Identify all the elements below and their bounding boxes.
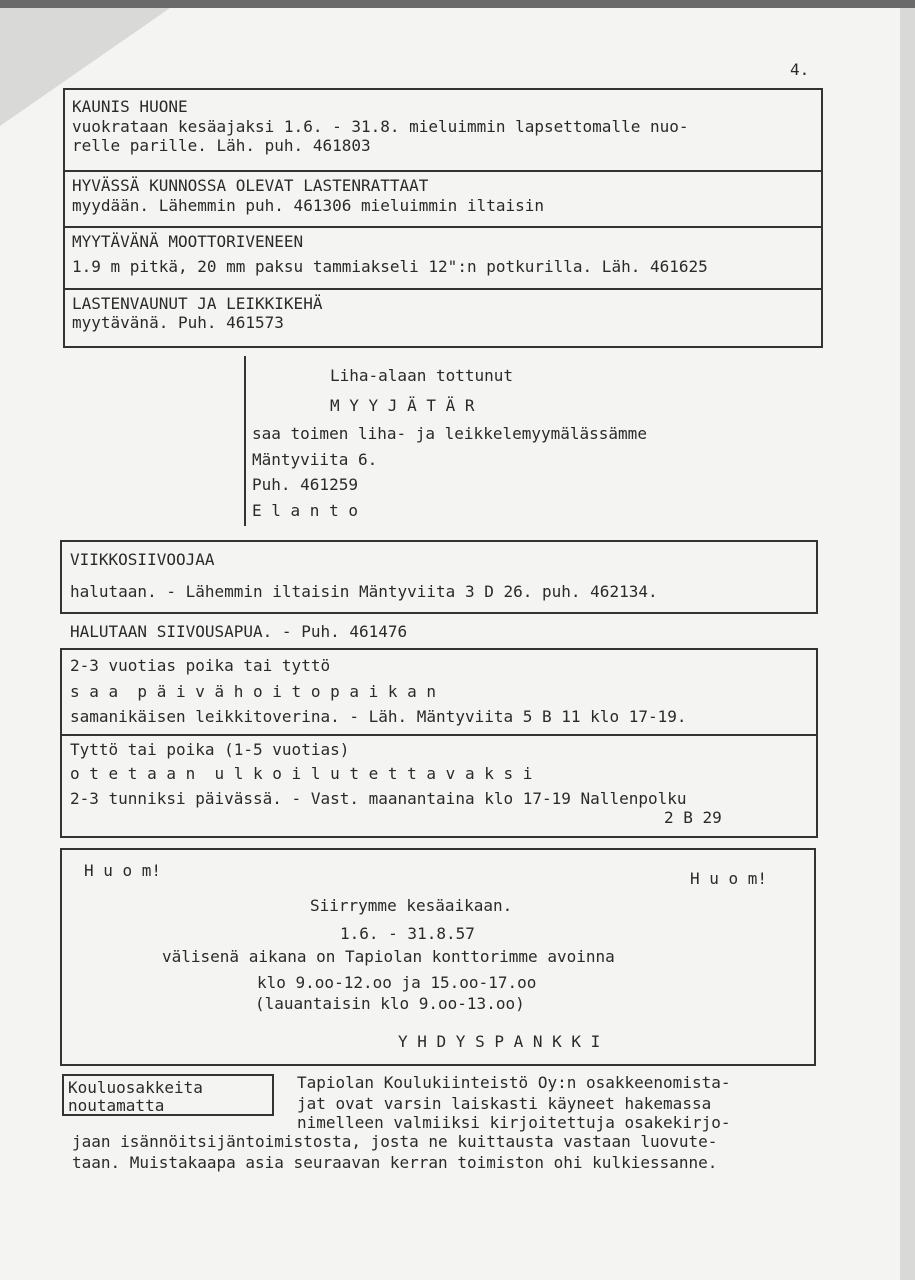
scan-top-edge bbox=[0, 0, 915, 8]
ad-title: MYYTÄVÄNÄ MOOTTORIVENEEN bbox=[72, 232, 304, 251]
notice-text: jat ovat varsin laiskasti käyneet hakemassa bbox=[297, 1094, 712, 1113]
ad-text: Puh. 461259 bbox=[252, 475, 358, 494]
ad-text: välisenä aikana on Tapiolan konttorimme avoinna bbox=[162, 947, 615, 966]
ad-text: Mäntyviita 6. bbox=[252, 450, 378, 469]
ad-heading: o t e t a a n u l k o i l u t e t t a v a k s i bbox=[70, 764, 533, 783]
ad-text: myydään. Lähemmin puh. 461306 mieluimmin iltaisin bbox=[72, 196, 545, 215]
ad-title: LASTENVAUNUT JA LEIKKIKEHÄ bbox=[72, 294, 323, 313]
divider bbox=[63, 288, 823, 290]
notice-heading: Kouluosakkeita bbox=[68, 1078, 203, 1097]
divider bbox=[63, 170, 823, 172]
ad-text: 1.6. - 31.8.57 bbox=[340, 924, 475, 943]
ad-text: 1.9 m pitkä, 20 mm paksu tammiakseli 12":n potkurilla. Läh. 461625 bbox=[72, 257, 708, 276]
divider bbox=[63, 226, 823, 228]
ad-text: relle parille. Läh. puh. 461803 bbox=[72, 136, 371, 155]
divider bbox=[60, 734, 818, 736]
ad-text: klo 9.oo-12.oo ja 15.oo-17.oo bbox=[257, 973, 537, 992]
ad-signature: Y H D Y S P A N K K I bbox=[398, 1032, 601, 1051]
ad-text: vuokrataan kesäajaksi 1.6. - 31.8. mieluimmin lapsettomalle nuo- bbox=[72, 117, 689, 136]
ad-text: Tyttö tai poika (1-5 vuotias) bbox=[70, 740, 350, 759]
ad-heading: s a a p ä i v ä h o i t o p a i k a n bbox=[70, 682, 437, 701]
ad-text: 2-3 vuotias poika tai tyttö bbox=[70, 656, 331, 675]
ad-heading: M Y Y J Ä T Ä R bbox=[330, 396, 475, 415]
ad-text: 2 B 29 bbox=[664, 808, 722, 827]
ad-text: (lauantaisin klo 9.oo-13.oo) bbox=[255, 994, 525, 1013]
notice-text: Tapiolan Koulukiinteistö Oy:n osakkeenomista- bbox=[297, 1073, 731, 1092]
ad-text: samanikäisen leikkitoverina. - Läh. Mäntyviita 5 B 11 klo 17-19. bbox=[70, 707, 687, 726]
notice-label: H u o m! bbox=[690, 869, 768, 888]
ad-signature: E l a n t o bbox=[252, 501, 358, 520]
notice-text: taan. Muistakaapa asia seuraavan kerran toimiston ohi kulkiessanne. bbox=[72, 1153, 718, 1172]
page-number: 4. bbox=[790, 60, 810, 79]
notice-label: H u o m! bbox=[84, 861, 162, 880]
ad-text: myytävänä. Puh. 461573 bbox=[72, 313, 284, 332]
ad-text: 2-3 tunniksi päivässä. - Vast. maanantaina klo 17-19 Nallenpolku bbox=[70, 789, 687, 808]
ad-text: Liha-alaan tottunut bbox=[330, 366, 514, 385]
notice-text: jaan isännöitsijäntoimistosta, josta ne kuittausta vastaan luovute- bbox=[72, 1132, 718, 1151]
ad-text: halutaan. - Lähemmin iltaisin Mäntyviita 3 D 26. puh. 462134. bbox=[70, 582, 658, 601]
ad-text: saa toimen liha- ja leikkelemyymälässämme bbox=[252, 424, 647, 443]
ad-text: HALUTAAN SIIVOUSAPUA. - Puh. 461476 bbox=[70, 622, 408, 641]
ad-title: KAUNIS HUONE bbox=[72, 97, 188, 116]
ad-text: Siirrymme kesäaikaan. bbox=[310, 896, 513, 915]
ad-left-border bbox=[244, 356, 246, 526]
ad-title: VIIKKOSIIVOOJAA bbox=[70, 550, 215, 569]
notice-text: nimelleen valmiiksi kirjoitettuja osakekirjo- bbox=[297, 1113, 731, 1132]
ad-title: HYVÄSSÄ KUNNOSSA OLEVAT LASTENRATTAAT bbox=[72, 176, 429, 195]
notice-heading: noutamatta bbox=[68, 1096, 165, 1115]
